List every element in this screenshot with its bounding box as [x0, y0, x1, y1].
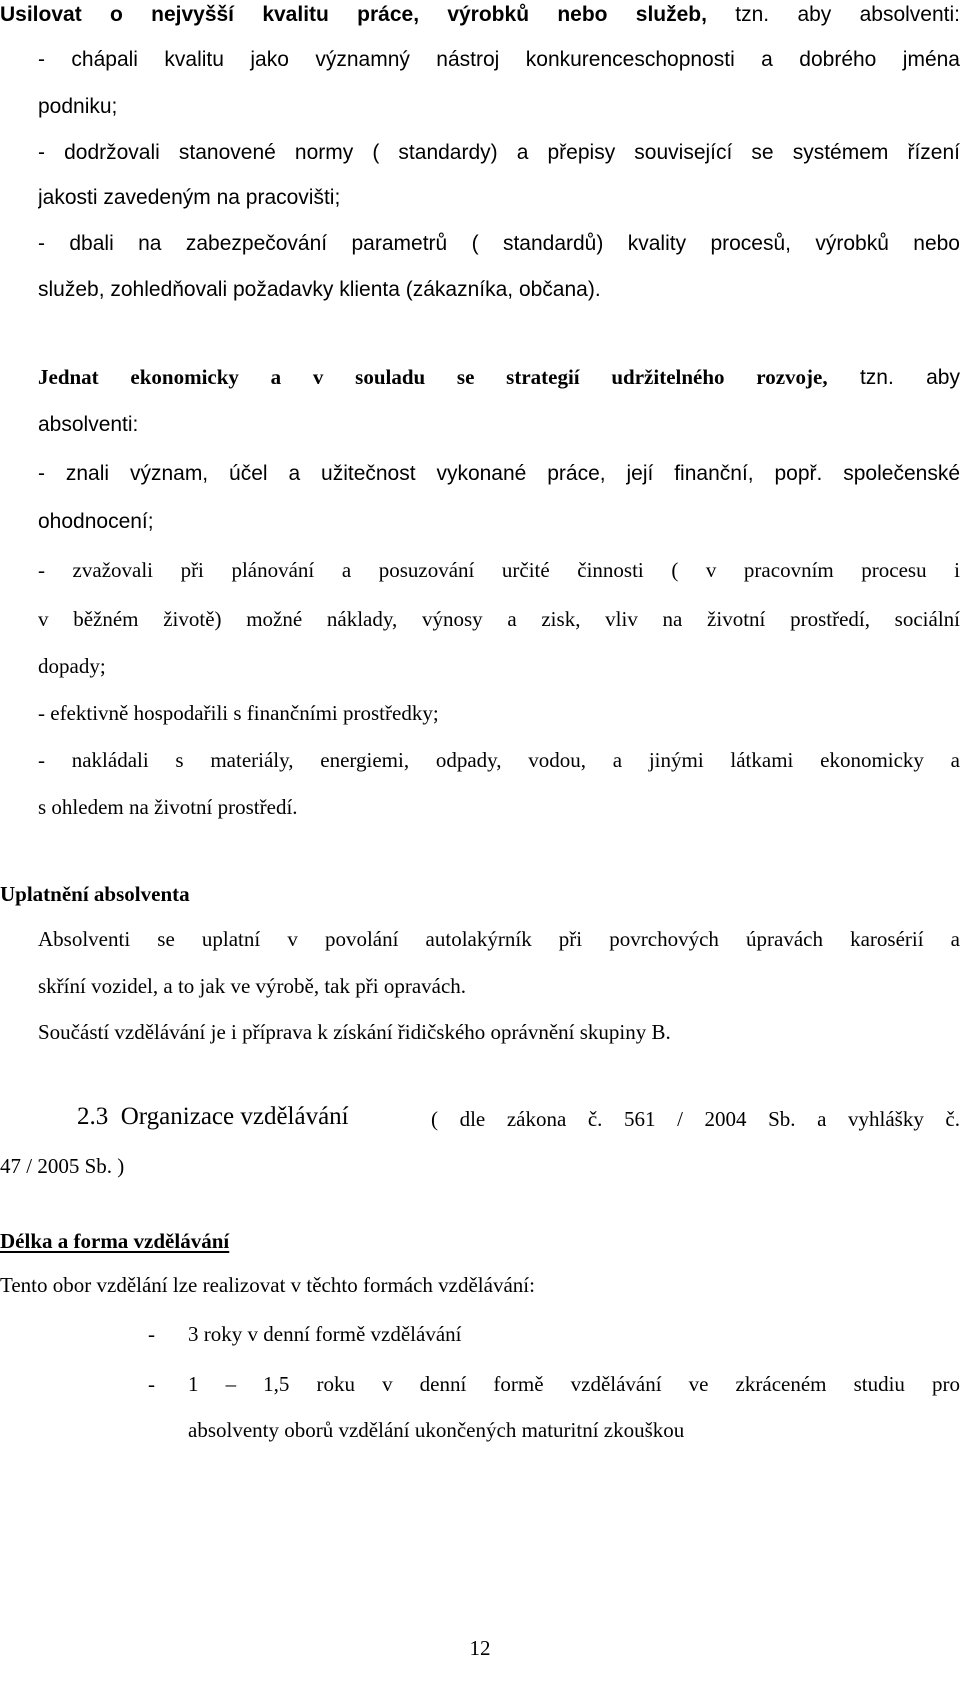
- economy-line-4: - zvažovali při plánování a posuzování určité činnosti ( v pracovním procesu i: [38, 558, 960, 582]
- length-heading: Délka a forma vzdělávání: [0, 1229, 230, 1253]
- economy-line-8: - nakládali s materiály, energiemi, odpady, vodou, a jinými látkami ekonomicky a: [38, 748, 960, 772]
- economy-line-5: v běžném životě) možné náklady, výnosy a zisk, vliv na životní prostředí, sociální: [38, 607, 960, 631]
- length-item-2-bullet: -: [148, 1372, 155, 1396]
- quality-line-4: jakosti zavedeným na pracovišti;: [38, 186, 341, 209]
- economy-lead: [38, 363, 960, 392]
- quality-lead-rest: tzn. aby absolventi:: [706, 3, 960, 26]
- economy-line-1: absolventi:: [38, 413, 139, 436]
- org-heading-number: 2.3: [77, 1103, 109, 1130]
- graduate-line-1: Absolventi se uplatní v povolání autolakýrník při povrchových úpravách karosérií a: [38, 927, 960, 951]
- org-heading-title: Organizace vzdělávání: [120, 1103, 349, 1130]
- quality-line-1: - chápali kvalitu jako významný nástroj konkurenceschopnosti a dobrého jména: [38, 48, 960, 71]
- length-item-2-line-2: absolventy oborů vzdělání ukončených maturitní zkouškou: [188, 1418, 685, 1442]
- quality-line-5: - dbali na zabezpečování parametrů ( standardů) kvality procesů, výrobků nebo: [38, 232, 960, 255]
- graduate-heading: Uplatnění absolventa: [0, 882, 190, 906]
- economy-line-9: s ohledem na životní prostředí.: [38, 795, 298, 819]
- org-heading: [77, 1103, 407, 1131]
- quality-lead: [0, 0, 960, 29]
- org-note-line-2: 47 / 2005 Sb. ): [0, 1154, 125, 1178]
- quality-line-3: - dodržovali stanovené normy ( standardy) a přepisy související se systémem řízení: [38, 141, 960, 164]
- length-item-1-bullet: -: [148, 1322, 155, 1346]
- page-number: 12: [469, 1636, 491, 1660]
- quality-lead-bold: Usilovat o nejvyšší kvalitu práce, výrobků nebo služeb,: [0, 3, 707, 26]
- economy-line-6: dopady;: [38, 654, 106, 678]
- length-item-2-line-1: 1 – 1,5 roku v denní formě vzdělávání ve zkráceném studiu pro: [188, 1372, 960, 1396]
- graduate-line-3: Součástí vzdělávání je i příprava k získání řidičského oprávnění skupiny B.: [38, 1020, 671, 1044]
- quality-line-2: podniku;: [38, 95, 118, 118]
- economy-line-7: - efektivně hospodařili s finančními prostředky;: [38, 701, 439, 725]
- graduate-line-2: skříní vozidel, a to jak ve výrobě, tak při opravách.: [38, 974, 467, 998]
- quality-line-6: služeb, zohledňovali požadavky klienta (zákazníka, občana).: [38, 278, 601, 301]
- economy-line-2: - znali význam, účel a užitečnost vykonané práce, její finanční, popř. společenské: [38, 462, 960, 485]
- org-note-line-1: ( dle zákona č. 561 / 2004 Sb. a vyhlášky č.: [431, 1107, 960, 1131]
- economy-line-3: ohodnocení;: [38, 510, 154, 533]
- economy-lead-bold: Jednat ekonomicky a v souladu se strategií udržitelného rozvoje,: [38, 365, 828, 389]
- economy-lead-rest: tzn. aby: [827, 366, 960, 389]
- length-intro: Tento obor vzdělání lze realizovat v těchto formách vzdělávání:: [0, 1273, 535, 1297]
- length-item-1: 3 roky v denní formě vzdělávání: [188, 1322, 462, 1346]
